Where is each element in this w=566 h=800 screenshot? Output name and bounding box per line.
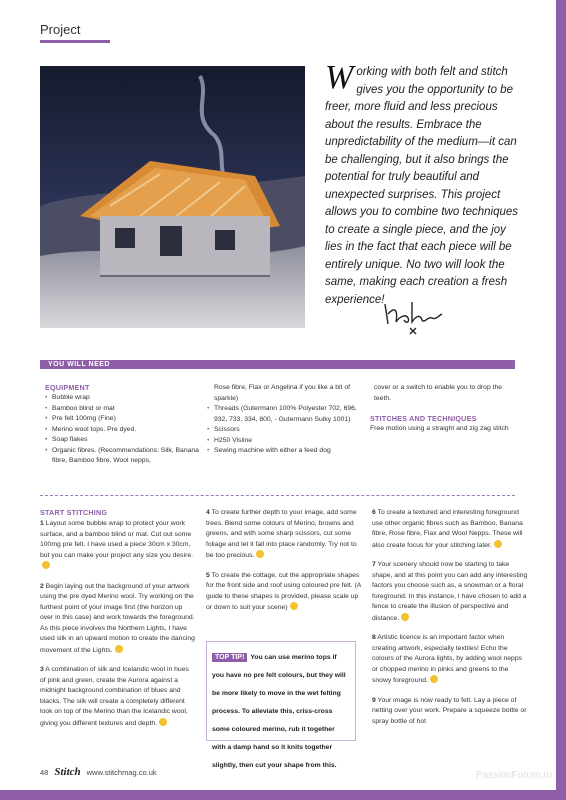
website-link[interactable]: www.stitchmag.co.uk xyxy=(86,767,157,777)
top-tip-text: You can use merino tops if you have no pre felt colours, but they will be more likely to move in the wet felting process. To alleviate this, criss-cross some coloured merino, rub it together with a damp hand so it knits together slightly, then cut your shape from this. xyxy=(212,654,346,769)
step-text: Your scenery should now be starting to take shape, and at this point you can add any interesting factors you choose such as, a snowman or a floral foreground. In this instance, I have chosen to add a fence to create the illusion of perspective and distance. xyxy=(372,561,528,622)
equipment-continuation: Rose fibre, Flax or Angelina if you like a bit of sparkle) xyxy=(214,384,351,402)
step-3 xyxy=(40,665,196,729)
step-5 xyxy=(206,571,362,614)
step-number: 9 xyxy=(372,696,376,704)
start-stitching-heading: START STITCHING xyxy=(40,508,108,517)
step-badge-icon xyxy=(401,613,409,621)
step-badge-icon xyxy=(430,675,438,683)
step-badge-icon xyxy=(42,561,50,569)
list-item: • Sewing machine with either a feed dog xyxy=(207,446,367,457)
steps-column-3 xyxy=(372,508,528,736)
project-photo xyxy=(40,66,305,328)
step-text: Begin laying out the background of your artwork using the pre dyed Merino wool. Try working on the furthest point of your image first (the horizon up over in this case) and work towards the foreground. As this piece involves the Northern Lights, I have used silk in an upward motion to create the dancing movement of the Lights. xyxy=(40,582,195,654)
equipment-list xyxy=(45,393,205,467)
step-badge-icon xyxy=(256,550,264,558)
equipment-heading: EQUIPMENT xyxy=(45,383,90,392)
step-badge-icon xyxy=(494,540,502,548)
list-item: • Threads (Gutermann 100% Polyester 702, 696, 932, 733, 334, 800, - Gutermann Sulky 1001) xyxy=(207,404,367,425)
step-9 xyxy=(372,696,528,728)
step-badge-icon xyxy=(159,718,167,726)
list-item: • H250 Visline xyxy=(207,436,367,447)
list-item: • Bubble wrap xyxy=(45,393,205,404)
step-4 xyxy=(206,508,362,562)
steps-column-1 xyxy=(40,508,196,738)
step-7 xyxy=(372,560,528,624)
page-number: 48 xyxy=(40,767,49,777)
intro-text: orking with both felt and stitch gives you the opportunity to be freer, more fluid and less precious about the results. Embrace the unpredictability of the medium—it can be challenging, but it also brings the potential for truly beautiful and unexpected surprises. This project allows you to combine two techniques to create a single piece, and the joy lies in the fact that each piece will be entirely unique. No two will look the same, making each creation a fresh experience! xyxy=(325,66,519,306)
step-1 xyxy=(40,519,196,573)
watermark: PassionForum.ru xyxy=(475,770,552,781)
step-6 xyxy=(372,508,528,551)
step-number: 8 xyxy=(372,634,376,641)
you-will-need-title: YOU WILL NEED xyxy=(48,361,110,368)
stitches-text: Free motion using a straight and zig zag stitch xyxy=(370,425,509,432)
step-text: A combination of silk and Icelandic wool in hues of pink and green, create the Aurora against a midnight background combination of blues and blacks. The silk will create a completely different look on top of the Merino than the Icelandic wool, giving you different textures and depth. xyxy=(40,666,189,727)
equipment-continuation-2: cover or a switch to enable you to drop the teeth. xyxy=(374,384,503,402)
step-badge-icon xyxy=(115,645,123,653)
step-number: 6 xyxy=(372,509,376,516)
list-item: • Pre felt 100mg (Fine) xyxy=(45,414,205,425)
step-number: 1 xyxy=(40,520,44,527)
page-border-bottom xyxy=(0,790,566,800)
step-8 xyxy=(372,633,528,687)
author-signature xyxy=(380,296,450,341)
step-text: To create the cottage, cut the appropriate shapes for the front side and roof using coloured pre felt. (A guide to these shapes is provided, please scale up or down to suit your scene) xyxy=(206,571,361,611)
step-number: 7 xyxy=(372,561,376,568)
you-will-need-bar xyxy=(40,360,515,369)
top-tip-box xyxy=(206,641,356,769)
step-text: Layout some bubble wrap to protect your work surface, and a bamboo blind or mat. Cut out some 100mg pre felt. I have used a piece 30cm x 30cm, but you can make your project any size you desire. xyxy=(40,520,194,559)
equipment-list-2 xyxy=(207,404,367,457)
section-rule xyxy=(40,40,110,43)
equipment-column-2 xyxy=(207,383,367,457)
step-number: 4 xyxy=(206,509,210,516)
equipment-column-3 xyxy=(370,383,510,435)
step-badge-icon xyxy=(290,602,298,610)
list-item: • Scissors xyxy=(207,425,367,436)
intro-drop-cap: W xyxy=(325,59,354,96)
step-number: 2 xyxy=(40,582,44,590)
section-divider xyxy=(40,495,515,496)
step-number: 3 xyxy=(40,666,44,673)
step-text: To create further depth to your image, add some trees. Blend some colours of Merino, browns and greens, and with some sharp scissors, cut some foliage and let it fall into place randomly. Try not to be too precious. xyxy=(206,509,357,559)
top-tip-heading: TOP TIP! xyxy=(212,653,247,662)
step-number: 5 xyxy=(206,571,210,579)
section-label: Project xyxy=(40,22,81,37)
page-footer xyxy=(40,766,157,778)
list-item: • Organic fibres. (Recommendations: Silk, Banana fibre, Bamboo fibre, Wool nepps, xyxy=(45,446,205,467)
step-text: Your image is now ready to felt. Lay a piece of netting over your work. Prepare a squeeze bottle or spray bottle of hot xyxy=(372,696,527,725)
list-item: • Bamboo blind or mat xyxy=(45,404,205,415)
page-border-right xyxy=(556,0,566,800)
list-item: • Soap flakes xyxy=(45,435,205,446)
intro-paragraph xyxy=(325,59,525,309)
magazine-logo: Stitch xyxy=(54,766,81,778)
step-2 xyxy=(40,582,196,657)
list-item: • Merino wool tops. Pre dyed. xyxy=(45,425,205,436)
stitches-heading: STITCHES AND TECHNIQUES xyxy=(370,414,477,423)
step-text: To create a textured and interesting foreground use other organic fibres such as Bamboo, Banana fibre, Rose fibre, Flax and Wool Nepps. These will also create focus for your stitching later. xyxy=(372,509,523,549)
step-text: Artistic licence is an important factor when creating artwork, especially textiles! Echo the colours of the Aurora lights, by adding wool nepps or chopped merino in pinks and greens to the snowy foreground. xyxy=(372,634,523,684)
steps-column-2 xyxy=(206,508,362,623)
equipment-column xyxy=(45,383,205,467)
